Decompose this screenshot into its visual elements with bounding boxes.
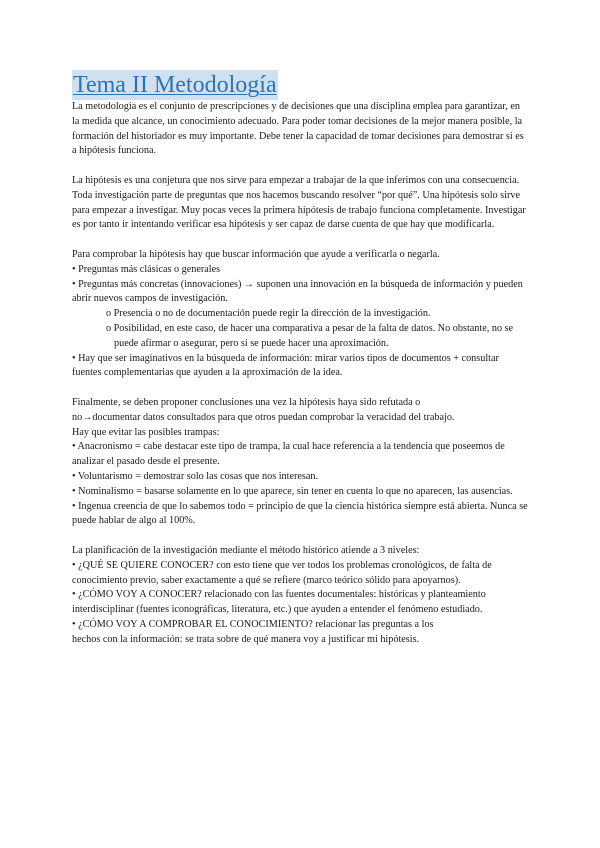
trap-voluntarism: • Voluntarismo = demostrar solo las cosas que nos interesan.	[72, 470, 319, 482]
traps-heading: Hay que evitar las posibles trampas:	[72, 426, 220, 438]
document-page	[72, 70, 528, 647]
bullet-classic-questions: • Preguntas más clásicas o generales	[72, 263, 221, 275]
planning-level-verify-1: • ¿CÓMO VOY A COMPROBAR EL CONOCIMIENTO? relacionar las preguntas a los	[72, 618, 434, 630]
trap-nominalism: • Nominalismo = basarse solamente en lo que aparece, sin tener en cuenta lo que no aparecen, las ausencias.	[72, 485, 513, 497]
bullet-concrete-questions: • Preguntas más concretas (innovaciones) → suponen una innovación en la búsqueda de información y pueden abrir nuevos campos de investigación.	[72, 278, 523, 305]
spacer	[72, 233, 528, 248]
conclusions-line-2: no→documentar datos consultados para que otros puedan comprobar la veracidad del trabajo.	[72, 411, 455, 423]
bullet-imaginative: • Hay que ser imaginativos en la búsqueda de información: mirar varios tipos de documentos + consultar fuentes complementarias que ayuden a la aproximación de la idea.	[72, 352, 499, 379]
sub-item-comparison: o Posibilidad, en este caso, de hacer una comparativa a pesar de la falta de datos. No obstante, no se puede afirmar o asegurar, pero sí se puede hacer una aproximación.	[106, 322, 514, 349]
planning-level-verify-2: hechos con la información: se trata sobre de qué manera voy a justificar mi hipótesis.	[72, 633, 420, 645]
hypothesis-paragraph: La hipótesis es una conjetura que nos sirve para empezar a trabajar de la que inferimos con una consecuencia. Toda investigación parte de preguntas que nos hacemos buscando resolver “por qué”. Una hipótesis solo sirve para empezar a investigar. Muy pocas veces la primera hipótesis de trabajo funciona completamente. Investigar es por tanto ir intentando verificar esa hipótesis y ser capaz de darse cuenta de que hay que modificarla.	[72, 174, 526, 231]
spacer	[72, 529, 528, 544]
trap-naive-belief: • Ingenua creencia de que lo sabemos todo = principio de que la ciencia histórica siempre está abierta. Nunca se puede hablar de algo al 100%.	[72, 500, 528, 527]
sub-item-documentation: o Presencia o no de documentación puede regir la dirección de la investigación.	[106, 308, 431, 320]
spacer	[72, 381, 528, 396]
spacer	[72, 159, 528, 174]
document-title: Tema II Metodología	[73, 72, 277, 98]
planning-level-what: • ¿QUÉ SE QUIERE CONOCER? con esto tiene que ver todos los problemas cronológicos, de falta de conocimiento previo, saber exactamente a qué se refiere (marco teórico sólido para apoyarnos).	[72, 559, 492, 586]
intro-paragraph: La metodología es el conjunto de prescripciones y de decisiones que una disciplina emplea para garantizar, en la medida que alcance, un conocimiento adecuado. Para poder tomar decisiones de la mejor manera posible, la formación del historiador es muy importante. Debe tener la capacidad de tomar decisiones para demostrar si es a hipótesis funciona.	[72, 101, 524, 157]
conclusions-line-1: Finalmente, se deben proponer conclusiones una vez la hipótesis haya sido refutada o	[72, 396, 421, 408]
planning-level-how: • ¿CÓMO VOY A CONOCER? relacionado con las fuentes documentales: históricas y planteamiento interdisciplinar (fuentes iconográficas, literatura, etc.) que ayuden a entender el fenómeno estudiado.	[72, 589, 486, 616]
verify-lead: Para comprobar la hipótesis hay que buscar información que ayude a verificarla o negarla.	[72, 248, 440, 260]
trap-anachronism: • Anacronismo = cabe destacar este tipo de trampa, la cual hace referencia a la tendencia que poseemos de analizar el pasado desde el presente.	[72, 441, 505, 468]
planning-lead: La planificación de la investigación mediante el método histórico atiende a 3 niveles:	[72, 544, 420, 556]
